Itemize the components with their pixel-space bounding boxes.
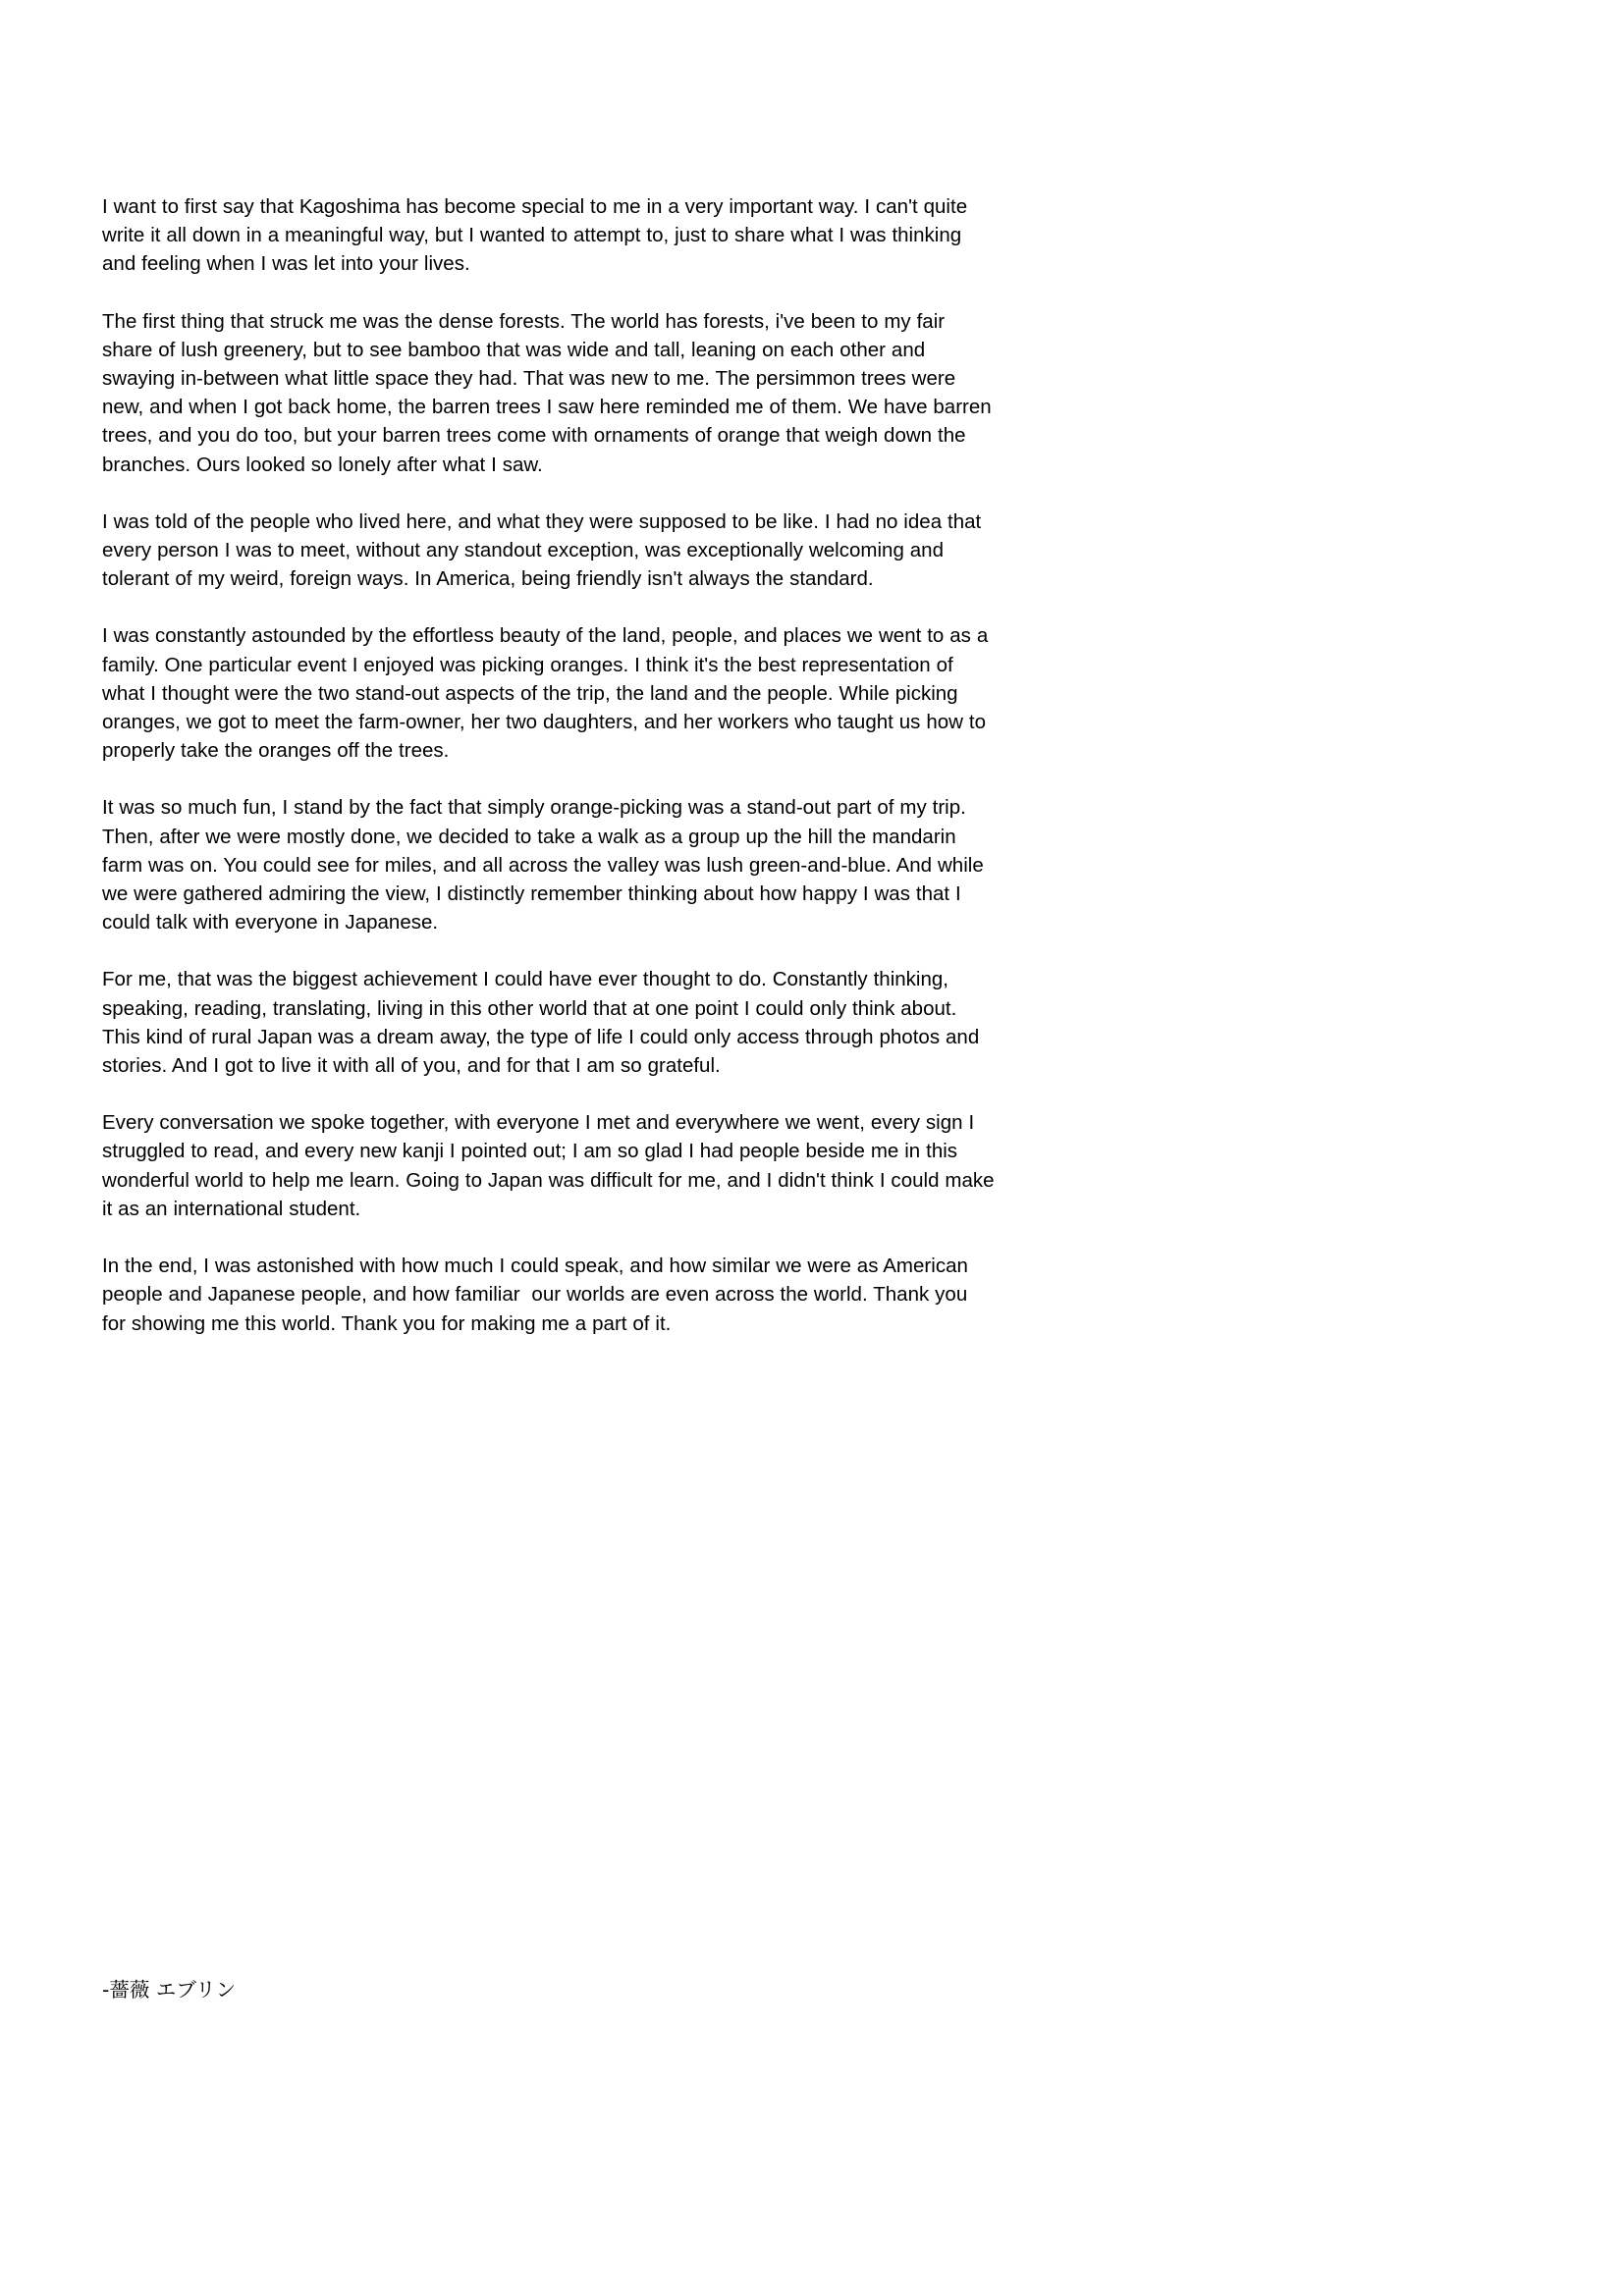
paragraph-6: For me, that was the biggest achievement I could have ever thought to do. Constantly thinking, speaking, reading, translating, living in this other world that at one point I could only think about. This kind of rural Japan was a dream away, the type of life I could only access through photos and stories. And I got to live it with all of you, and for that I am so grateful. xyxy=(102,968,986,1078)
paragraph-3: I was told of the people who lived here, and what they were supposed to be like. I had no idea that every person I was to meet, without any standout exception, was exceptionally welcoming and tolerant of my weird, foreign ways. In America, being friendly isn't always the standard. xyxy=(102,509,988,591)
paragraph-4: I was constantly astounded by the effortless beauty of the land, people, and places we went to as a family. One particular event I enjoyed was picking oranges. I think it's the best representation of what I thought were the two stand-out aspects of the trip, the land and the people. While picking oranges, we got to meet the farm-owner, her two daughters, and her workers who taught us how to properly take the oranges off the trees. xyxy=(102,624,995,763)
paragraph-2: The first thing that struck me was the dense forests. The world has forests, i've been to my fair share of lush greenery, but to see bamboo that was wide and tall, leaning on each other and swaying in-between what little space they had. That was new to me. The persimmon trees were new, and when I got back home, the barren trees I saw here reminded me of them. We have barren trees, and you do too, but your barren trees come with ornaments of orange that weigh down the branches. Ours looked so lonely after what I saw. xyxy=(102,309,998,476)
letter-body xyxy=(102,192,1001,1338)
paragraph-7: Every conversation we spoke together, with everyone I met and everywhere we went, every sign I struggled to read, and every new kanji I pointed out; I am so glad I had people beside me in this wonderful world to help me learn. Going to Japan was difficult for me, and I didn't think I could make it as an international student. xyxy=(102,1111,1001,1220)
paragraph-1: I want to first say that Kagoshima has become special to me in a very important way. I can't quite write it all down in a meaningful way, but I wanted to attempt to, just to share what I was thinking and feeling when I was let into your lives. xyxy=(102,195,974,276)
paragraph-5: It was so much fun, I stand by the fact that simply orange-picking was a stand-out part of my trip. Then, after we were mostly done, we decided to take a walk as a group up the hill the mandarin farm was on. You could see for miles, and all across the valley was lush green-and-blue. And while we were gathered admiring the view, I distinctly remember thinking about how happy I was that I could talk with everyone in Japanese. xyxy=(102,796,990,934)
signature-line: -薔薇 エブリン xyxy=(102,1978,237,2002)
paragraph-8: In the end, I was astonished with how much I could speak, and how similar we were as American people and Japanese people, and how familiar our worlds are even across the world. Thank you for showing me this world. Thank you for making me a part of it. xyxy=(102,1255,974,1335)
